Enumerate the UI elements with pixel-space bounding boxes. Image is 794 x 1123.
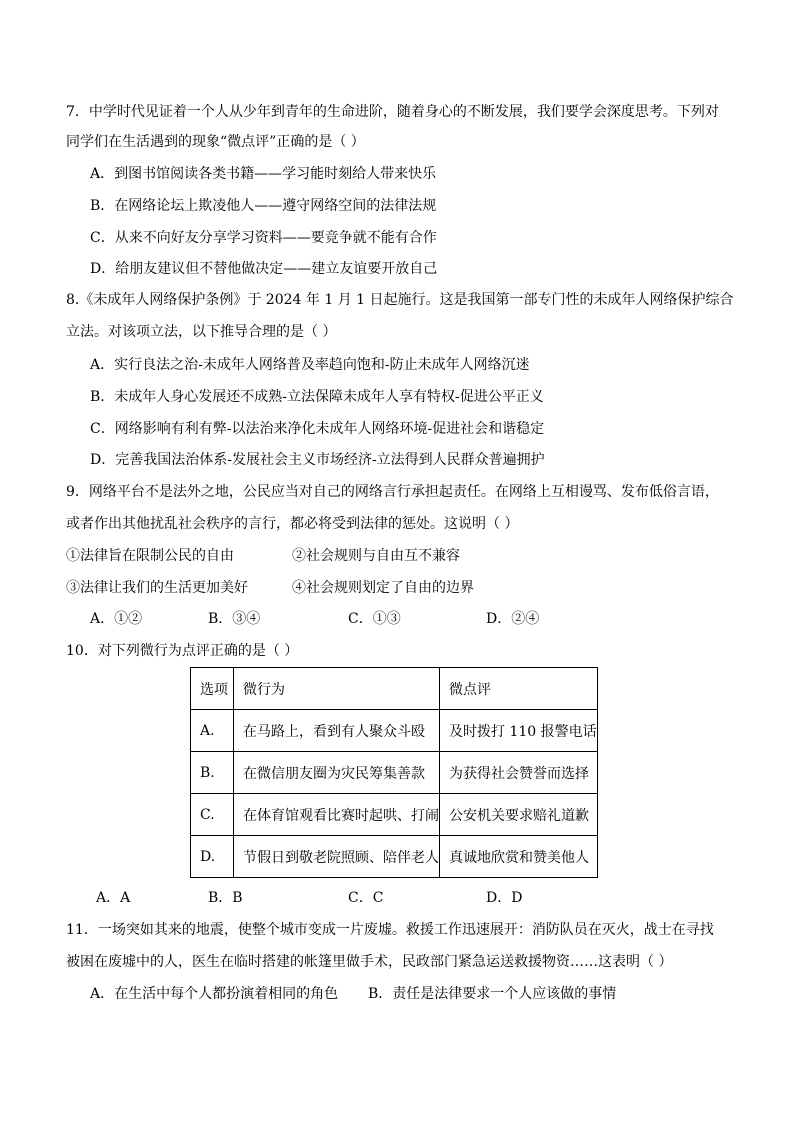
table-row xyxy=(191,836,598,878)
q11-option-a[interactable]: A．在生活中每个人都扮演着相同的角色 xyxy=(90,986,339,1002)
q9-statement-3: ③法律让我们的生活更加美好 xyxy=(66,580,248,596)
q8-option-c[interactable]: C．网络影响有利有弊-以法治来净化未成年人网络环境-促进社会和谐稳定 xyxy=(90,421,545,437)
q8-stem-line-1: 8.《未成年人网络保护条例》于 2024 年 1 月 1 日起施行。这是我国第一部专门性的未成年人网络保护综合 xyxy=(66,292,734,308)
q11-stem-line-2: 被困在废墟中的人，医生在临时搭建的帐篷里做手术，民政部门紧急运送救援物资……这表明（ ） xyxy=(66,954,673,970)
q9-stem-line-2: 或者作出其他扰乱社会秩序的言行，都必将受到法律的惩处。这说明（ ） xyxy=(66,516,519,532)
table-row xyxy=(191,752,598,794)
q10-choice-c[interactable]: C．C xyxy=(348,890,384,906)
q8-option-b[interactable]: B．未成年人身心发展还不成熟-立法保障未成年人享有特权-促进公平正义 xyxy=(90,389,544,405)
table-cell: D. xyxy=(191,836,234,878)
q9-choice-a[interactable]: A．①② xyxy=(90,611,143,627)
q9-choice-d[interactable]: D．②④ xyxy=(486,611,540,627)
q8-stem-line-2: 立法。对该项立法，以下推导合理的是（ ） xyxy=(66,324,337,340)
q10-choice-a[interactable]: A．A xyxy=(96,890,131,906)
table-header-cell: 微行为 xyxy=(234,668,440,710)
q9-statement-2: ②社会规则与自由互不兼容 xyxy=(292,548,460,564)
q10-choice-b[interactable]: B．B xyxy=(208,890,243,906)
q10-stem: 10．对下列微行为点评正确的是（ ） xyxy=(66,643,299,659)
table-cell: 公安机关要求赔礼道歉 xyxy=(440,794,598,836)
q9-statement-1: ①法律旨在限制公民的自由 xyxy=(66,548,234,564)
q7-option-a[interactable]: A．到图书馆阅读各类书籍——学习能时刻给人带来快乐 xyxy=(90,166,437,182)
table-row xyxy=(191,710,598,752)
q9-statement-4: ④社会规则划定了自由的边界 xyxy=(292,580,474,596)
table-row xyxy=(191,794,598,836)
q8-option-d[interactable]: D．完善我国法治体系-发展社会主义市场经济-立法得到人民群众普遍拥护 xyxy=(90,452,545,468)
table-cell: 在马路上，看到有人聚众斗殴 xyxy=(234,710,440,752)
q7-option-b[interactable]: B．在网络论坛上欺凌他人——遵守网络空间的法律法规 xyxy=(90,198,437,214)
table-cell: B. xyxy=(191,752,234,794)
q10-table xyxy=(190,667,598,878)
q9-stem-line-1: 9．网络平台不是法外之地，公民应当对自己的网络言行承担起责任。在网络上互相谩骂、发布低俗言语， xyxy=(66,484,719,500)
table-header-cell: 微点评 xyxy=(440,668,598,710)
q8-option-a[interactable]: A．实行良法之治-未成年人网络普及率趋向饱和-防止未成年人网络沉迷 xyxy=(90,357,530,373)
q11-option-b[interactable]: B．责任是法律要求一个人应该做的事情 xyxy=(368,986,617,1002)
q9-choice-c[interactable]: C．①③ xyxy=(348,611,401,627)
q7-stem-line-2: 同学们在生活遇到的现象“微点评”正确的是（ ） xyxy=(66,134,365,150)
table-header-row xyxy=(191,668,598,710)
q9-choice-b[interactable]: B．③④ xyxy=(208,611,261,627)
table-cell: 在微信朋友圈为灾民筹集善款 xyxy=(234,752,440,794)
q7-option-d[interactable]: D．给朋友建议但不替他做决定——建立友谊要开放自己 xyxy=(90,261,438,277)
table-cell: C. xyxy=(191,794,234,836)
q10-choice-d[interactable]: D．D xyxy=(486,890,523,906)
table-cell: 在体育馆观看比赛时起哄、打闹 xyxy=(234,794,440,836)
table-header-cell: 选项 xyxy=(191,668,234,710)
q11-stem-line-1: 11．一场突如其来的地震，使整个城市变成一片废墟。救援工作迅速展开：消防队员在灭火，战士在寻找 xyxy=(66,922,714,938)
table-cell: 节假日到敬老院照顾、陪伴老人 xyxy=(234,836,440,878)
q7-option-c[interactable]: C．从来不向好友分享学习资料——要竞争就不能有合作 xyxy=(90,230,437,246)
table-cell: 为获得社会赞誉而选择 xyxy=(440,752,598,794)
table-cell: 及时拨打 110 报警电话 xyxy=(440,710,598,752)
table-cell: 真诚地欣赏和赞美他人 xyxy=(440,836,598,878)
table-cell: A. xyxy=(191,710,234,752)
q7-stem-line-1: 7．中学时代见证着一个人从少年到青年的生命进阶，随着身心的不断发展，我们要学会深度思考。下列对 xyxy=(66,104,719,120)
